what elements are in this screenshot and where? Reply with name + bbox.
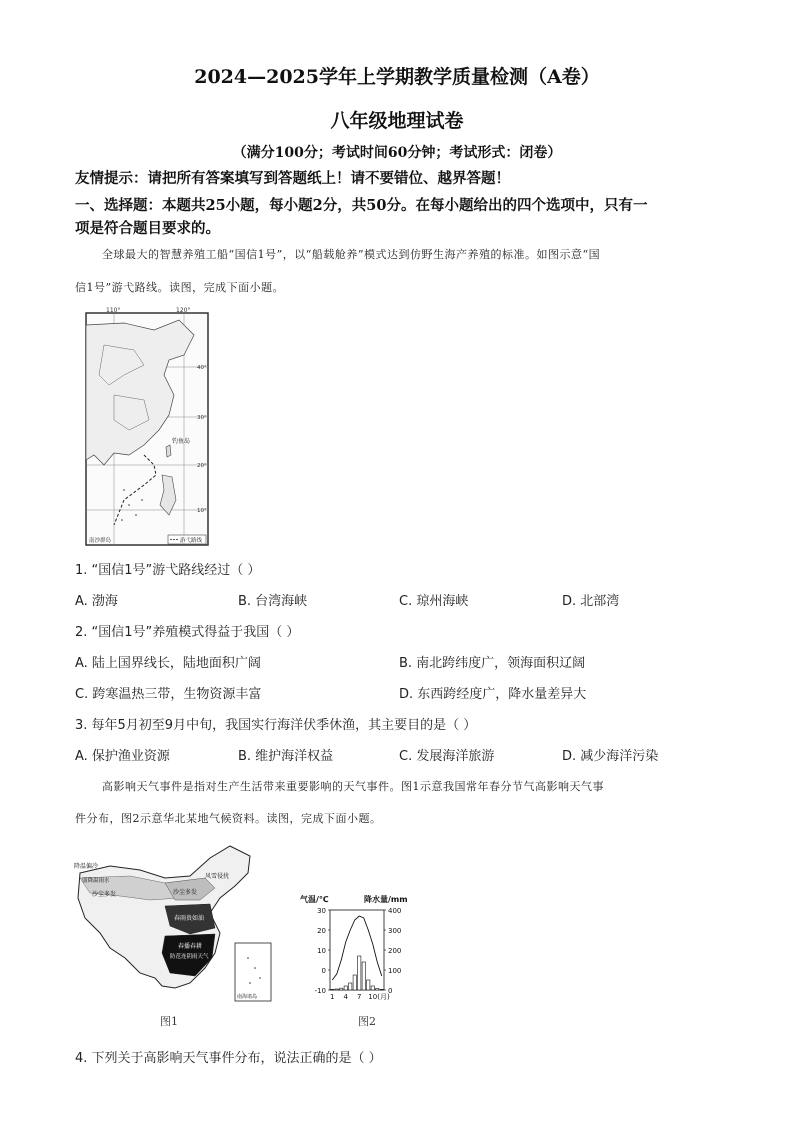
figure2-caption: 图2 (358, 1015, 376, 1028)
q1-option-a[interactable]: A. 渤海 (75, 594, 118, 609)
q2-stem: 2. “国信1号”养殖模式得益于我国（ ） (75, 625, 300, 640)
legend-route: 游弋路线 (180, 538, 203, 544)
section1-line1: 一、选择题：本题共25小题，每小题2分，共50分。在每小题给出的四个选项中，只有一 (75, 197, 648, 214)
temp-axis-label: 气温/℃ (300, 895, 329, 904)
figure1-caption: 图1 (160, 1015, 178, 1028)
precip-bar (362, 962, 365, 990)
precip-bar (344, 986, 347, 990)
lat-label-40: 40° (197, 365, 207, 371)
q1-option-d[interactable]: D. 北部湾 (562, 594, 620, 609)
month-tick-label: 7 (357, 993, 362, 1001)
fig1-label-dust1: 沙尘多发 (92, 891, 117, 898)
month-tick-label: 10 (368, 993, 378, 1001)
precip-tick-label: 400 (388, 907, 402, 915)
lat-label-10: 10° (197, 508, 207, 514)
fig1-label-farming: 春播春耕 (178, 943, 203, 950)
month-tick-label: 1 (330, 993, 335, 1001)
q2-option-b[interactable]: B. 南北跨纬度广，领海面积辽阔 (399, 656, 586, 671)
precip-bar (371, 986, 374, 990)
material1-line2: 信1号”游弋路线。读图，完成下面小题。 (75, 281, 285, 294)
bottom-label: 南沙群岛 (89, 538, 112, 544)
place-label: 钓鱼岛 (172, 438, 191, 445)
precip-tick-label: 100 (388, 967, 402, 975)
fig1-label-dust2: 沙尘多发 (173, 889, 198, 896)
figure1-map (70, 838, 285, 1010)
route-map (84, 305, 219, 550)
q2-option-c[interactable]: C. 跨寒温热三带，生物资源丰富 (75, 687, 262, 702)
exam-subtitle: 八年级地理试卷 (330, 110, 464, 132)
temp-tick-label: 10 (317, 947, 326, 955)
q3-stem: 3. 每年5月初至9月中旬，我国实行海洋伏季休渔，其主要目的是（ ） (75, 718, 477, 733)
fig1-label-islands: 南海诸岛 (237, 994, 258, 1000)
precip-bar (340, 988, 343, 990)
q2-option-d[interactable]: D. 东西跨经度广，降水量差异大 (399, 687, 587, 702)
precip-bar (367, 980, 370, 990)
precip-tick-label: 0 (388, 987, 393, 995)
month-unit-label: (月) (377, 993, 390, 1001)
plot-frame (330, 910, 384, 990)
lat-label-20: 20° (197, 463, 207, 469)
precip-bar (335, 989, 338, 990)
precip-bar (331, 989, 334, 990)
temp-tick-label: 30 (317, 907, 326, 915)
q3-option-d[interactable]: D. 减少海洋污染 (562, 749, 659, 764)
exam-info: （满分100分；考试时间60分钟；考试形式：闭卷） (232, 145, 562, 161)
temp-tick-label: 20 (317, 927, 326, 935)
q3-option-b[interactable]: B. 维护海洋权益 (238, 749, 334, 764)
lon-label-120: 120° (176, 307, 191, 314)
q1-option-c[interactable]: C. 琼州海峡 (399, 594, 469, 609)
precip-bar (349, 983, 352, 990)
fig1-label-cold: 降温偏冷 (74, 863, 99, 870)
q4-stem: 4. 下列关于高影响天气事件分布，说法正确的是（ ） (75, 1051, 382, 1066)
precip-bar (376, 988, 379, 990)
precip-axis-label: 降水量/mm (364, 895, 408, 904)
precip-bar (353, 975, 356, 990)
chart-area (315, 907, 402, 1001)
fig1-label-continuous-rain: 防范连阴雨天气 (170, 954, 209, 960)
month-tick-label: 4 (343, 993, 348, 1001)
material1-line1: 全球最大的智慧养殖工船“国信1号”，以“船载舱养”模式达到仿野生海产养殖的标准。如图示意“国 (102, 248, 601, 261)
tips: 友情提示：请把所有答案填写到答题纸上！请不要错位、越界答题！ (75, 170, 510, 187)
lat-label-30: 30° (197, 415, 207, 421)
fig1-label-spring-rain: 春雨贵如油 (174, 915, 205, 922)
lon-label-110: 110° (106, 307, 121, 314)
precip-tick-label: 200 (388, 947, 402, 955)
exam-title: 2024—2025学年上学期教学质量检测（A卷） (194, 66, 600, 88)
precip-bar (380, 989, 383, 990)
fig1-label-rain: 弱降温雨水 (82, 878, 110, 884)
figure2-climate-chart (300, 892, 420, 1007)
material2-line2: 件分布，图2示意华北某地气候资料。读图，完成下面小题。 (75, 812, 382, 825)
q1-option-b[interactable]: B. 台湾海峡 (238, 594, 308, 609)
material2-line1: 高影响天气事件是指对生产生活带来重要影响的天气事件。图1示意我国常年春分节气高影响天气事 (102, 780, 604, 793)
precip-bar (358, 956, 361, 990)
temperature-line (332, 916, 382, 980)
section1-line2: 项是符合题目要求的。 (75, 220, 220, 237)
q1-stem: 1. “国信1号”游弋路线经过（ ） (75, 563, 261, 578)
q2-option-a[interactable]: A. 陆上国界线长，陆地面积广阔 (75, 656, 261, 671)
fig1-label-snow: 风雪侵扰 (205, 873, 230, 880)
q3-option-c[interactable]: C. 发展海洋旅游 (399, 749, 495, 764)
temp-tick-label: 0 (321, 967, 326, 975)
temp-tick-label: -10 (314, 987, 326, 995)
q3-option-a[interactable]: A. 保护渔业资源 (75, 749, 170, 764)
precip-tick-label: 300 (388, 927, 402, 935)
